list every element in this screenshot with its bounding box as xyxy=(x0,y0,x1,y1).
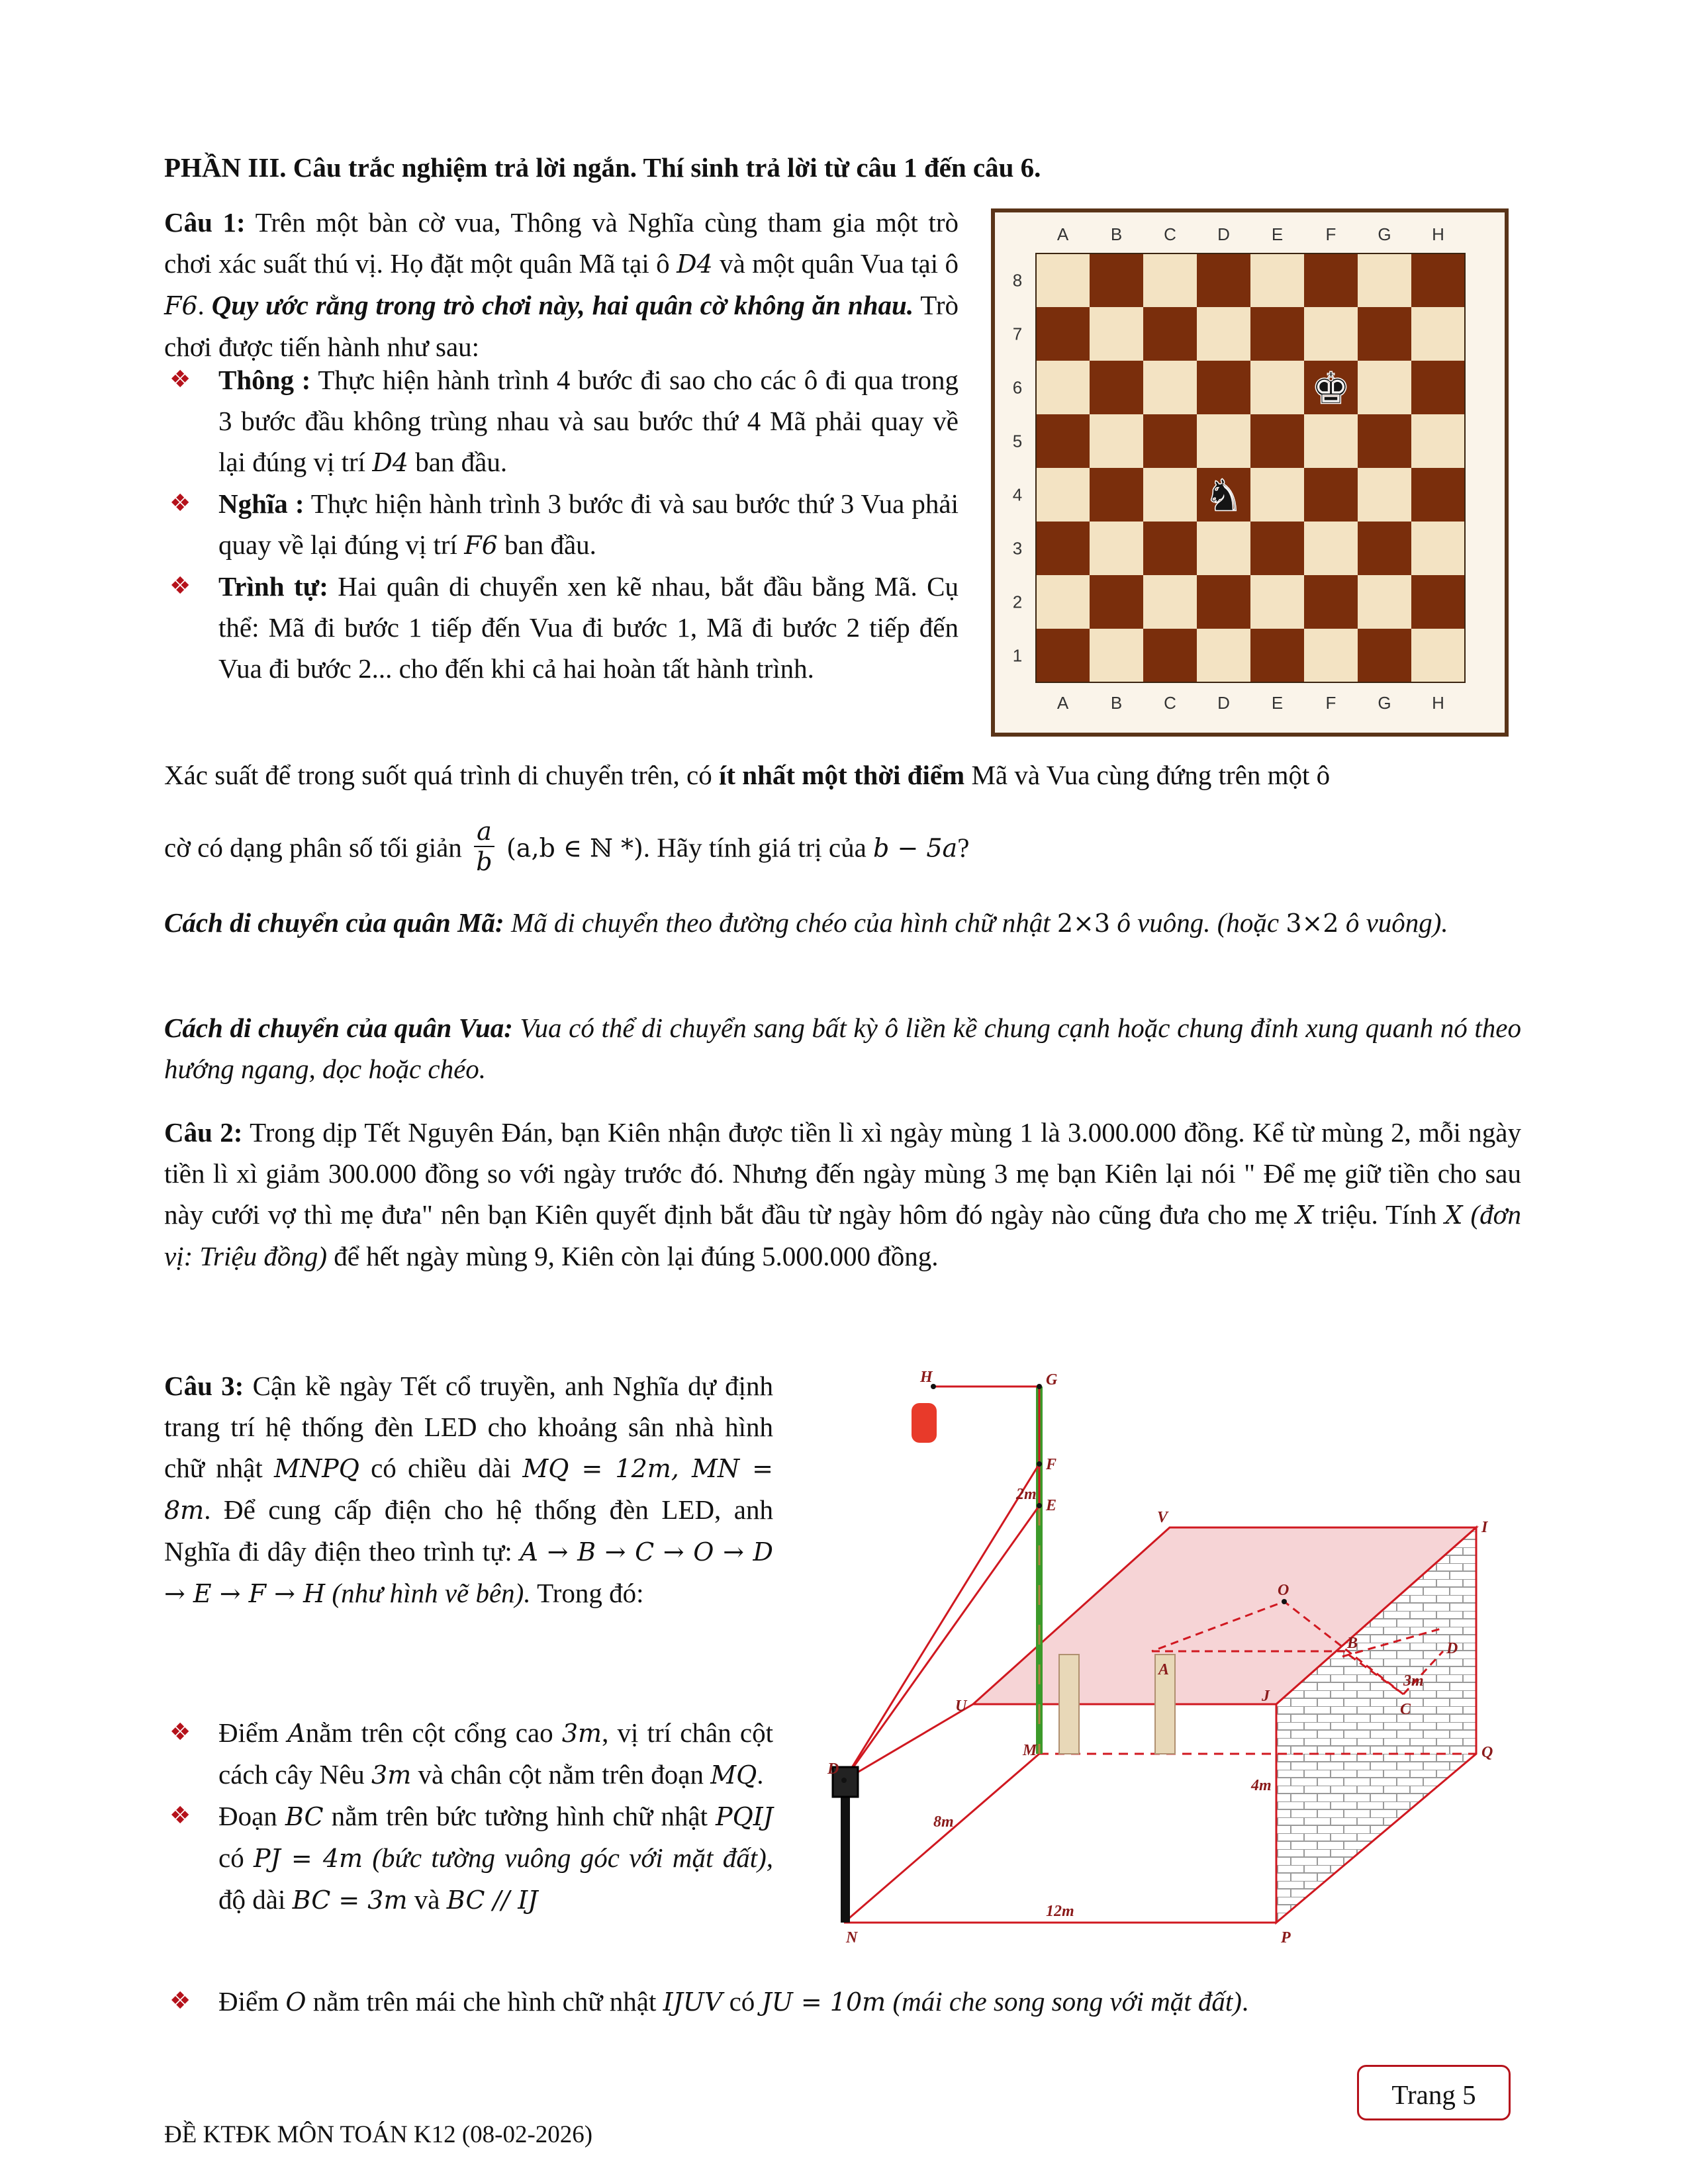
square-A6 xyxy=(1036,361,1090,414)
question-1-rule: Quy ước rằng trong trò chơi này, hai quân cờ không ăn nhau. xyxy=(211,290,914,320)
file-label-bottom: B xyxy=(1110,693,1123,713)
file-label-bottom: D xyxy=(1217,693,1230,713)
square-F7 xyxy=(1304,307,1358,361)
label-d: D xyxy=(827,1760,839,1778)
knight-movement: Cách di chuyển của quân Mã: Mã di chuyển theo đường chéo của hình chữ nhật 2×3 ô vuông. (hoặc 3×2 ô vuông). xyxy=(164,907,1448,938)
square-C1 xyxy=(1143,629,1197,682)
file-label-top: G xyxy=(1378,224,1391,244)
label-n: N xyxy=(846,1929,858,1946)
square-E1 xyxy=(1250,629,1304,682)
file-label-bottom: E xyxy=(1271,693,1284,713)
chess-board xyxy=(995,212,1505,733)
square-E8 xyxy=(1250,253,1304,307)
square-E4 xyxy=(1250,468,1304,522)
bullet-segment-bc: ❖ Đoạn BC nằm trên bức tường hình chữ nhật PQIJ có PJ = 4m (bức tường vuông góc với mặt đất), độ dài BC = 3m và BC // IJ xyxy=(218,1796,773,1921)
label-g: G xyxy=(1046,1371,1058,1388)
file-label-top: F xyxy=(1325,224,1336,244)
square-F5 xyxy=(1304,414,1358,468)
dim-12m: 12m xyxy=(1046,1903,1074,1920)
square-G3 xyxy=(1358,522,1411,575)
square-C4 xyxy=(1143,468,1197,522)
diamond-bullet-icon: ❖ xyxy=(169,1719,191,1746)
label-p: P xyxy=(1281,1929,1291,1946)
file-label-top: D xyxy=(1217,224,1230,244)
diamond-bullet-icon: ❖ xyxy=(169,1987,191,2015)
rank-label: 3 xyxy=(1012,538,1023,559)
page-number-badge: Trang 5 xyxy=(1357,2065,1511,2120)
question-2: Câu 2: Trong dịp Tết Nguyên Đán, bạn Kiên nhận được tiền lì xì ngày mùng 1 là 3.000.000 đồng. Kể từ mùng 2, mỗi ngày tiền lì xì giảm 300.000 đồng so với ngày trước đó. Nhưng đến ngày mùng 3 mẹ bạn Kiên lại nói " Để mẹ giữ tiền cho sau này cưới vợ thì mẹ đưa" nên bạn Kiên quyết định bắt đầu từ ngày hôm đó ngày nào cũng đưa cho mẹ X triệu. Tính X (đơn vị: Triệu đồng) để hết ngày mùng 9, Kiên còn lại đúng 5.000.000 đồng. xyxy=(164,1117,1521,1271)
square-C2 xyxy=(1143,575,1197,629)
question-1-intro: Câu 1: Trên một bàn cờ vua, Thông và Nghĩa cùng tham gia một trò chơi xác suất thú vị. Họ đặt một quân Mã tại ô D4 và một quân Vua tại ô F6. Quy ước rằng trong trò chơi này, hai quân cờ không ăn nhau. Trò chơi được tiến hành như sau: xyxy=(164,207,959,362)
square-G8 xyxy=(1358,253,1411,307)
bullet-point-a: ❖ Điểm Anằm trên cột cổng cao 3m, vị trí chân cột cách cây Nêu 3m và chân cột nằm trên đoạn MQ. xyxy=(218,1712,773,1796)
square-H4 xyxy=(1411,468,1465,522)
square-B5 xyxy=(1090,414,1143,468)
question-1-probability-line2: cờ có dạng phân số tối giản $\frac{a}{b}$ (a,b ∈ ℕ *). Hãy tính giá trị của b − 5a? xyxy=(164,817,970,876)
square-E3 xyxy=(1250,522,1304,575)
question-1-probability: Xác suất để trong suốt quá trình di chuyển trên, có ít nhất một thời điểm Mã và Vua cùng đứng trên một ô xyxy=(164,760,1331,790)
square-A4 xyxy=(1036,468,1090,522)
square-C3 xyxy=(1143,522,1197,575)
square-B3 xyxy=(1090,522,1143,575)
file-label-top: B xyxy=(1110,224,1123,244)
label-j: J xyxy=(1262,1688,1270,1705)
square-D1 xyxy=(1197,629,1250,682)
question-3-bullets xyxy=(169,1712,774,1921)
square-H1 xyxy=(1411,629,1465,682)
square-E7 xyxy=(1250,307,1304,361)
square-D2 xyxy=(1197,575,1250,629)
lamp-post xyxy=(841,1794,850,1923)
file-label-top: C xyxy=(1164,224,1176,244)
label-v: V xyxy=(1157,1509,1168,1526)
square-H6 xyxy=(1411,361,1465,414)
square-C5 xyxy=(1143,414,1197,468)
square-B8 xyxy=(1090,253,1143,307)
footer-title: ĐỀ KTĐK MÔN TOÁN K12 (08-02-2026) xyxy=(164,2121,593,2148)
file-label-top: E xyxy=(1271,224,1284,244)
label-u: U xyxy=(955,1698,967,1715)
dim-2m: 2m xyxy=(1016,1486,1037,1503)
chess-board-figure xyxy=(991,208,1509,737)
label-e: E xyxy=(1046,1497,1057,1514)
file-label-bottom: G xyxy=(1378,693,1391,713)
rank-label: 2 xyxy=(1012,592,1023,612)
question-1-bullets xyxy=(169,359,959,689)
label-a: A xyxy=(1158,1661,1170,1678)
square-A1 xyxy=(1036,629,1090,682)
yard-3d-figure xyxy=(821,1357,1529,1946)
square-C8 xyxy=(1143,253,1197,307)
dim-4m: 4m xyxy=(1251,1777,1272,1794)
square-C7 xyxy=(1143,307,1197,361)
gate-column-1 xyxy=(1059,1655,1079,1754)
square-H7 xyxy=(1411,307,1465,361)
square-C6 xyxy=(1143,361,1197,414)
king-piece-icon: ♚ xyxy=(1311,363,1351,414)
bullet-nghia: ❖ Nghĩa : Thực hiện hành trình 3 bước đi và sau bước thứ 3 Vua phải quay về lại đúng vị trí F6 ban đầu. xyxy=(218,483,959,566)
label-f: F xyxy=(1046,1456,1057,1473)
knight-piece-icon: ♞ xyxy=(1203,470,1244,522)
question-1-label: Câu 1: xyxy=(164,207,246,238)
square-B2 xyxy=(1090,575,1143,629)
bullet-point-o: ❖ Điểm O nằm trên mái che hình chữ nhật IJUV có JU = 10m (mái che song song với mặt đất). xyxy=(218,1981,1542,2023)
square-D6 xyxy=(1197,361,1250,414)
edge-nm xyxy=(844,1754,1039,1923)
square-E5 xyxy=(1250,414,1304,468)
file-label-top: H xyxy=(1432,224,1444,244)
label-i: I xyxy=(1481,1519,1488,1536)
label-q: Q xyxy=(1481,1744,1493,1761)
diamond-bullet-icon: ❖ xyxy=(169,572,191,600)
file-label-bottom: H xyxy=(1432,693,1444,713)
label-c: C xyxy=(1400,1701,1411,1718)
square-H2 xyxy=(1411,575,1465,629)
fraction: $\frac{a}{b}$ xyxy=(474,817,494,876)
square-B1 xyxy=(1090,629,1143,682)
wire-d-e-f-h xyxy=(844,1387,1039,1780)
square-A7 xyxy=(1036,307,1090,361)
square-B6 xyxy=(1090,361,1143,414)
square-G6 xyxy=(1358,361,1411,414)
square-D3 xyxy=(1197,522,1250,575)
file-label-top: A xyxy=(1056,224,1069,244)
square-B4 xyxy=(1090,468,1143,522)
square-H5 xyxy=(1411,414,1465,468)
rank-label: 6 xyxy=(1012,377,1023,398)
rank-label: 8 xyxy=(1012,270,1023,291)
square-G1 xyxy=(1358,629,1411,682)
square-G5 xyxy=(1358,414,1411,468)
label-b: B xyxy=(1347,1635,1358,1652)
square-D5 xyxy=(1197,414,1250,468)
square-G7 xyxy=(1358,307,1411,361)
bullet-trinh-tu: ❖ Trình tự: Hai quân di chuyển xen kẽ nhau, bắt đầu bằng Mã. Cụ thể: Mã đi bước 1 tiếp đến Vua đi bước 1, Mã đi bước 2 tiếp đến Vua đi bước 2... cho đến khi cả hai hoàn tất hành trình. xyxy=(218,566,959,689)
square-E6 xyxy=(1250,361,1304,414)
square-H3 xyxy=(1411,522,1465,575)
square-F1 xyxy=(1304,629,1358,682)
square-A3 xyxy=(1036,522,1090,575)
file-label-bottom: C xyxy=(1164,693,1176,713)
diamond-bullet-icon: ❖ xyxy=(169,1802,191,1829)
square-F3 xyxy=(1304,522,1358,575)
question-2-label: Câu 2: xyxy=(164,1117,243,1148)
square-F4 xyxy=(1304,468,1358,522)
diamond-bullet-icon: ❖ xyxy=(169,366,191,393)
lantern-icon xyxy=(912,1403,937,1443)
square-G4 xyxy=(1358,468,1411,522)
label-d-wall: D xyxy=(1446,1640,1458,1657)
file-label-bottom: F xyxy=(1325,693,1336,713)
square-A2 xyxy=(1036,575,1090,629)
square-F2 xyxy=(1304,575,1358,629)
question-3-intro: Câu 3: Cận kề ngày Tết cổ truyền, anh Nghĩa dự định trang trí hệ thống đèn LED cho khoảng sân nhà hình chữ nhật MNPQ có chiều dài MQ = 12m, MN = 8m. Để cung cấp điện cho hệ thống đèn LED, anh Nghĩa đi dây điện theo trình tự: A → B → C → O → D → E → F → H (như hình vẽ bên). Trong đó: xyxy=(164,1371,774,1608)
bullet-thong: ❖ Thông : Thực hiện hành trình 4 bước đi sao cho các ô đi qua trong 3 bước đầu không trùng nhau và sau bước thứ 4 Mã phải quay về lại đúng vị trí D4 ban đầu. xyxy=(218,359,959,483)
dim-8m: 8m xyxy=(933,1813,954,1831)
rank-label: 7 xyxy=(1012,324,1023,344)
rank-label: 1 xyxy=(1012,645,1023,666)
section-header: PHẦN III. Câu trắc nghiệm trả lời ngắn. Thí sinh trả lời từ câu 1 đến câu 6. xyxy=(164,152,1041,183)
king-movement: Cách di chuyển của quân Vua: Vua có thể di chuyển sang bất kỳ ô liền kề chung cạnh hoặc chung đỉnh xung quanh nó theo hướng ngang, dọc hoặc chéo. xyxy=(164,1013,1521,1084)
rank-label: 4 xyxy=(1012,484,1023,505)
square-A8 xyxy=(1036,253,1090,307)
file-label-bottom: A xyxy=(1056,693,1069,713)
square-D7 xyxy=(1197,307,1250,361)
square-E2 xyxy=(1250,575,1304,629)
label-m: M xyxy=(1023,1742,1037,1759)
question-3-label: Câu 3: xyxy=(164,1371,244,1401)
label-o: O xyxy=(1278,1582,1289,1599)
rank-label: 5 xyxy=(1012,431,1023,451)
label-h: H xyxy=(920,1369,933,1386)
square-G2 xyxy=(1358,575,1411,629)
square-H8 xyxy=(1411,253,1465,307)
diamond-bullet-icon: ❖ xyxy=(169,490,191,517)
square-B7 xyxy=(1090,307,1143,361)
square-D8 xyxy=(1197,253,1250,307)
square-F8 xyxy=(1304,253,1358,307)
square-A5 xyxy=(1036,414,1090,468)
dim-3m: 3m xyxy=(1403,1672,1424,1690)
